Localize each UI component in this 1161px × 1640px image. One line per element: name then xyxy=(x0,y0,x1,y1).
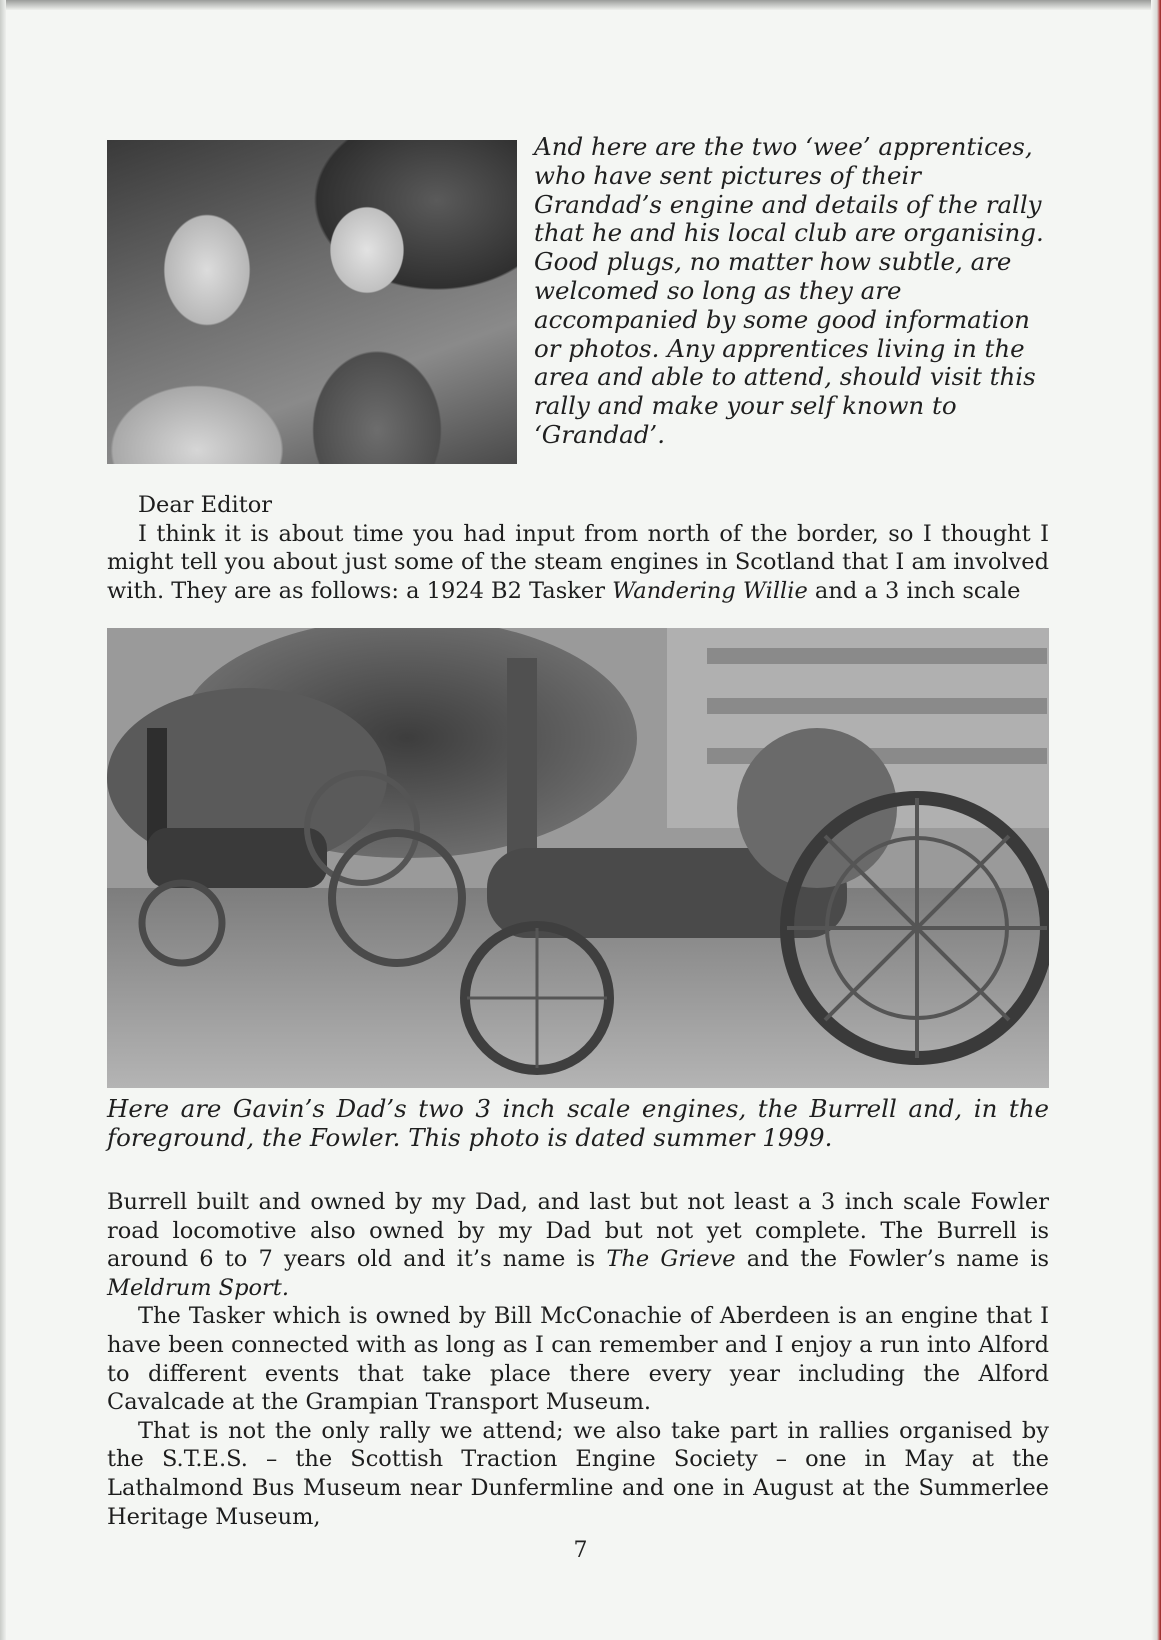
top-photo-caption: And here are the two ‘wee’ apprentices, who have sent pictures of their Grandad’s engine and details of the rally that he and his local club are organising. Good plugs, no matter how subtle, are welcomed so long as they are accompanied by some good information or photos. Any apprentices living in the area and able to attend, should visit this rally and make your self known to ‘Grandad’. xyxy=(534,132,1044,449)
letter-paragraph-2: Burrell built and owned by my Dad, and last but not least a 3 inch scale Fowler road locomotive also owned by my Dad but not yet complete. The Burrell is around 6 to 7 years old and it’s name is The Grieve and the Fowler’s name is Meldrum Sport. xyxy=(107,1189,1049,1301)
page-top-edge xyxy=(0,0,1161,10)
bottom-photo-caption: Here are Gavin’s Dad’s two 3 inch scale engines, the Burrell and, in the foreground, the Fowler. This photo is dated summer 1999. xyxy=(107,1094,1049,1152)
page-number: 7 xyxy=(573,1538,588,1563)
page-left-edge xyxy=(0,0,6,1640)
letter-opening xyxy=(107,491,1049,605)
engine-name-the-grieve: The Grieve xyxy=(606,1246,736,1273)
engine-name-meldrum-sport: Meldrum Sport. xyxy=(107,1274,289,1301)
engine-name-wandering-willie: Wandering Willie xyxy=(612,577,808,604)
letter-paragraph-1: I think it is about time you had input from north of the border, so I thought I might tell you about just some of the steam engines in Scotland that I am involved with. They are as follows: a 1924 B2 Tasker Wandering Willie and a 3 inch scale xyxy=(107,520,1049,604)
photo-two-scale-engines xyxy=(107,628,1049,1088)
letter-continuation xyxy=(107,1188,1049,1531)
letter-paragraph-3: The Tasker which is owned by Bill McConachie of Aberdeen is an engine that I have been connected with as long as I can remember and I enjoy a run into Alford to different events that take place there every year including the Alford Cavalcade at the Grampian Transport Museum. xyxy=(107,1303,1049,1416)
photo-two-children xyxy=(107,140,517,464)
letter-salutation: Dear Editor xyxy=(138,492,273,518)
letter-paragraph-4: That is not the only rally we attend; we also take part in rallies organised by the S.T.E.S. – the Scottish Traction Engine Society – one in May at the Lathalmond Bus Museum near Dunfermline and one in August at the Summerlee Heritage Museum, xyxy=(107,1417,1049,1530)
page-right-edge xyxy=(1151,0,1161,1640)
